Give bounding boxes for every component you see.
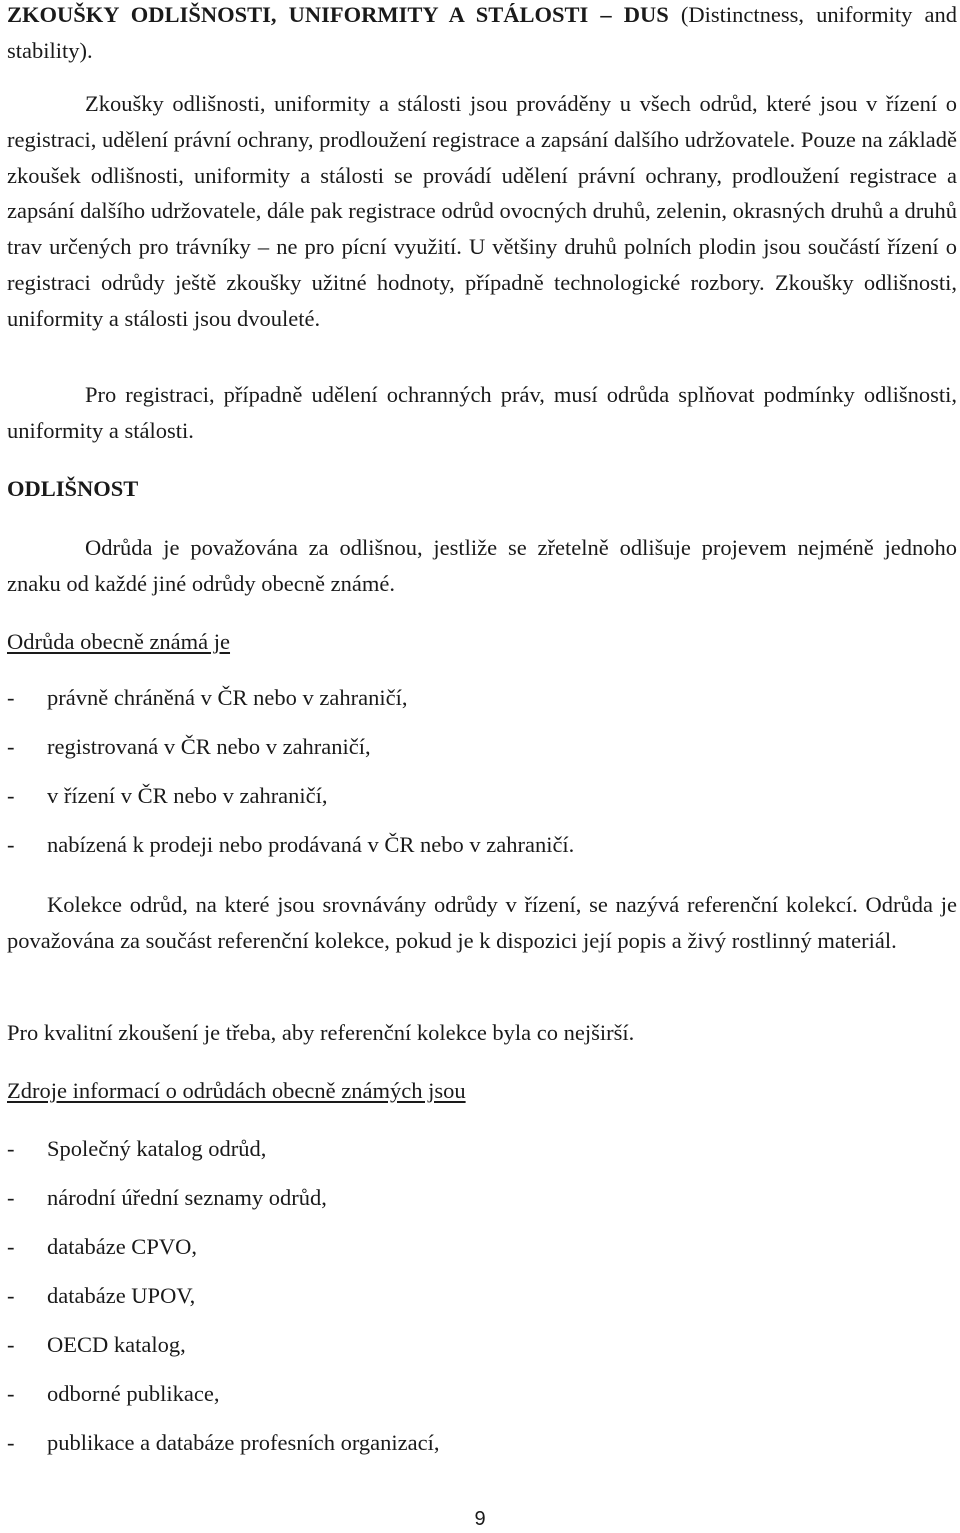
conditions-paragraph: Pro registraci, případně udělení ochranných práv, musí odrůda splňovat podmínky odlišnosti, uniformity a stálosti.	[7, 382, 957, 443]
dash: -	[7, 1332, 15, 1357]
dash: -	[7, 1136, 15, 1161]
list-item: - v řízení v ČR nebo v zahraničí,	[7, 781, 574, 830]
reference-collection-paragraph: Kolekce odrůd, na které jsou srovnávány odrůdy v řízení, se nazývá referenční kolekcí. Odrůda je považována za součást referenční kolekce, pokud je k dispozici její popis a živý rostlinný materiál.	[7, 892, 957, 953]
section-title-rest: (Distinctness, uniformity and stability).	[7, 2, 958, 63]
page-number: 9	[474, 1508, 486, 1530]
dash: -	[7, 685, 15, 710]
list-item: - databáze CPVO,	[7, 1232, 440, 1281]
list-item: - publikace a databáze profesních organizací,	[7, 1428, 440, 1477]
distinctness-heading: ODLIŠNOST	[7, 476, 139, 501]
section-title	[7, 0, 957, 69]
dash: -	[7, 783, 15, 808]
section-title-bold: ZKOUŠKY ODLIŠNOSTI, UNIFORMITY A STÁLOSTI – DUS	[7, 2, 669, 27]
dash: -	[7, 1430, 15, 1455]
sources-label: Zdroje informací o odrůdách obecně známých jsou	[7, 1078, 466, 1103]
dash: -	[7, 734, 15, 759]
quality-note: Pro kvalitní zkoušení je třeba, aby referenční kolekce byla co nejširší.	[7, 1020, 635, 1045]
list-item: - odborné publikace,	[7, 1379, 440, 1428]
list-item: - databáze UPOV,	[7, 1281, 440, 1330]
known-variety-label: Odrůda obecně známá je	[7, 629, 231, 654]
dash: -	[7, 1283, 15, 1308]
list-item: - Společný katalog odrůd,	[7, 1134, 440, 1183]
list-item: - OECD katalog,	[7, 1330, 440, 1379]
intro-paragraph: Zkoušky odlišnosti, uniformity a stálosti jsou prováděny u všech odrůd, které jsou v řízení o registraci, udělení právní ochrany, prodloužení registrace a zapsání dalšího udržovatele. Pouze na základě zkoušek odlišnosti, uniformity a stálosti se provádí udělení právní ochrany, prodloužení registrace a zapsání dalšího udržovatele, dále pak registrace odrůd ovocných druhů, zelenin, okrasných druhů a druhů trav určených pro trávníky – ne pro pícní využití. U většiny druhů polních plodin jsou součástí řízení o registraci odrůdy ještě zkoušky užitné hodnoty, případně technologické rozbory. Zkoušky odlišnosti, uniformity a stálosti jsou dvouleté.	[7, 91, 958, 331]
dash: -	[7, 1185, 15, 1210]
known-variety-list	[7, 683, 574, 879]
distinctness-definition: Odrůda je považována za odlišnou, jestliže se zřetelně odlišuje projevem nejméně jednoho znaku od každé jiné odrůdy obecně známé.	[7, 535, 957, 596]
sources-list	[7, 1134, 440, 1477]
dash: -	[7, 1381, 15, 1406]
list-item: - národní úřední seznamy odrůd,	[7, 1183, 440, 1232]
list-item: - registrovaná v ČR nebo v zahraničí,	[7, 732, 574, 781]
list-item: - právně chráněná v ČR nebo v zahraničí,	[7, 683, 574, 732]
dash: -	[7, 832, 15, 857]
list-item: - nabízená k prodeji nebo prodávaná v ČR nebo v zahraničí.	[7, 830, 574, 879]
dash: -	[7, 1234, 15, 1259]
